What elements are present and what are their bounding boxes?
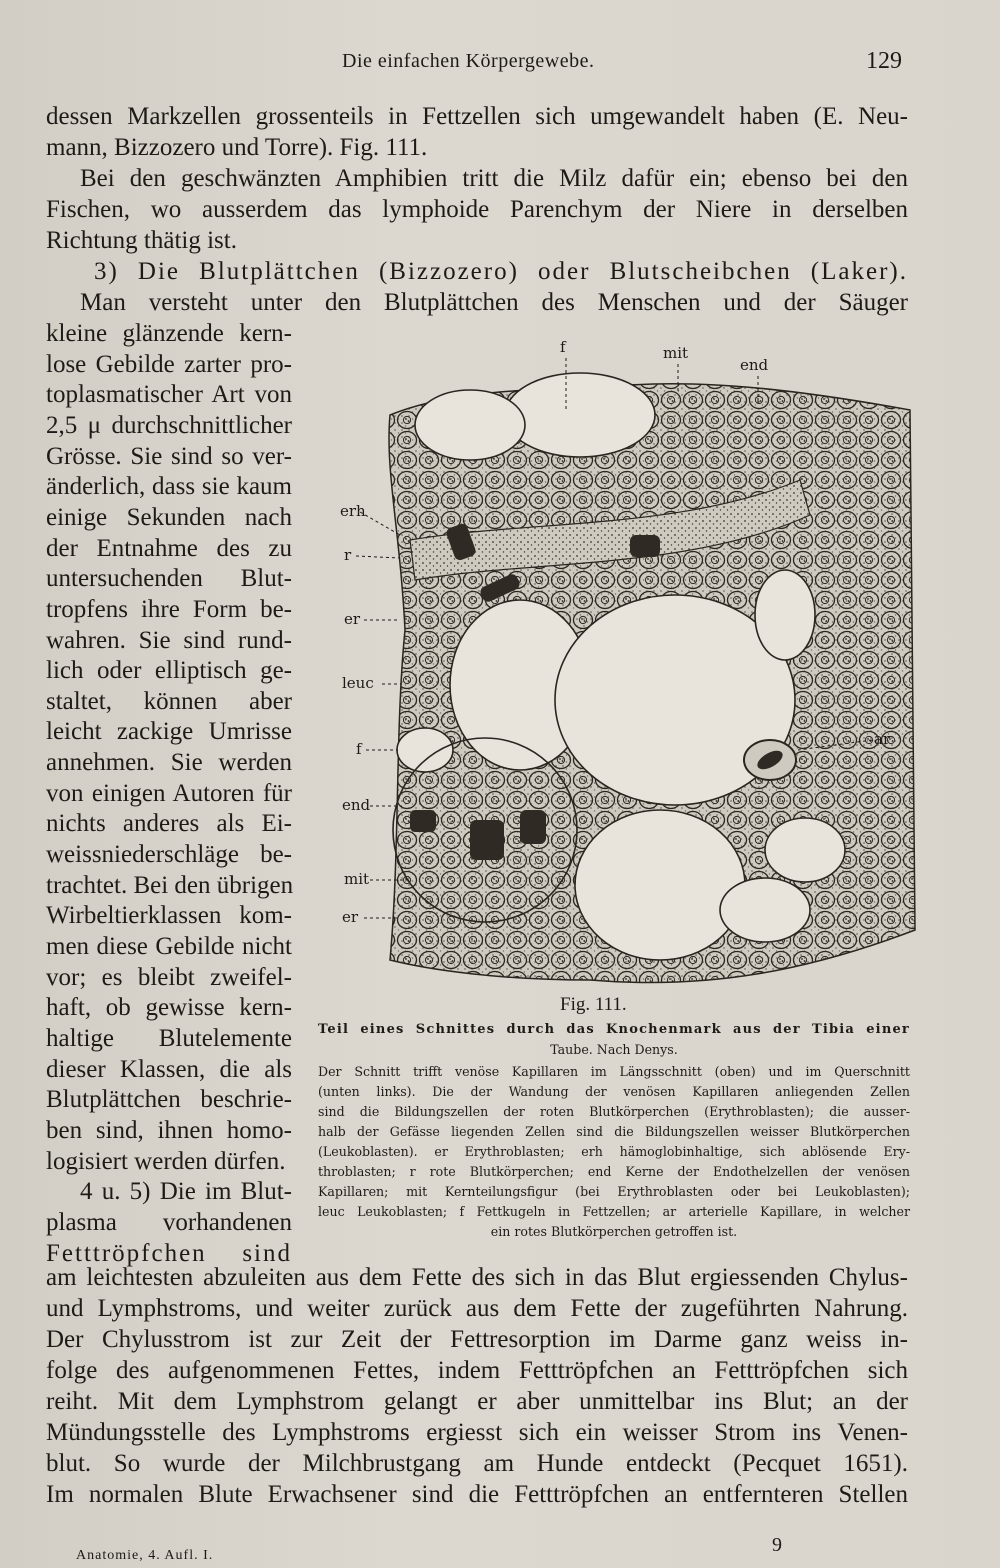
text-line: Im normalen Blute Erwachsener sind die Fetttröpfchen an entfernteren Stellen	[46, 1481, 908, 1508]
column-text-line: nichts anderes als Ei-	[46, 810, 292, 838]
column-text-line: logisiert werden dürfen.	[46, 1147, 286, 1175]
text-line: und Lymphstroms, und weiter zurück aus dem Fette der zugeführten Nahrung.	[46, 1295, 908, 1322]
column-text-line: Grösse. Sie sind so ver-	[46, 442, 292, 470]
column-text-line: änderlich, dass sie kaum	[46, 473, 292, 501]
column-text-line: trachtet. Bei den übrigen	[46, 871, 294, 899]
text-line: Bei den geschwänzten Amphibien tritt die Milz dafür ein; ebenso bei den	[80, 165, 908, 192]
column-text-line: weissniederschläge be-	[46, 841, 292, 869]
label-f-left: f	[356, 740, 362, 758]
column-text-line: untersuchenden Blut-	[46, 565, 292, 593]
column-text-line: von einigen Autoren für	[46, 779, 292, 807]
column-text-line: annehmen. Sie werden	[46, 749, 292, 777]
column-text-line: der Entnahme des zu	[46, 534, 292, 562]
caption-line: (Leukoblasten). er Erythroblasten; erh hämoglobinhaltige, sich ablösende Ery-	[318, 1144, 910, 1159]
bone-marrow-figure	[330, 330, 920, 992]
label-er-2: er	[342, 908, 359, 926]
column-text-line: vor; es bleibt zweifel-	[46, 963, 292, 991]
column-text-line: Fetttröpfchen sind	[46, 1239, 292, 1267]
page-number: 129	[866, 48, 902, 74]
text-line: folge des aufgenommenen Fettes, indem Fetttröpfchen an Fetttröpfchen sich	[46, 1357, 908, 1384]
running-header: Die einfachen Körpergewebe.	[342, 50, 595, 72]
column-text-line: lich oder elliptisch ge-	[46, 657, 292, 685]
text-line: Fischen, wo ausserdem das lymphoide Parenchym der Niere in derselben	[46, 196, 908, 223]
text-line: am leichtesten abzuleiten aus dem Fette des sich in das Blut ergiessenden Chylus-	[46, 1264, 908, 1291]
column-text-line: leicht zackige Umrisse	[46, 718, 292, 746]
label-erh: erh	[340, 502, 366, 520]
text-line: mann, Bizzozero und Torre). Fig. 111.	[46, 134, 428, 161]
figure-number: Fig. 111.	[560, 994, 627, 1015]
column-text-line: men diese Gebilde nicht	[46, 933, 292, 960]
label-er-1: er	[344, 610, 361, 628]
column-text-line: haltige Blutelemente	[46, 1024, 292, 1052]
column-text-line: haft, ob gewisse kern-	[46, 994, 292, 1022]
column-text-line: einige Sekunden nach	[46, 503, 292, 531]
text-line: Mündungsstelle des Lymphstroms ergiesst sich ein weisser Strom ins Venen-	[46, 1419, 908, 1446]
caption-line: Taube. Nach Denys.	[550, 1042, 678, 1057]
caption-line: Teil eines Schnittes durch das Knochenmark aus der Tibia einer	[318, 1022, 910, 1037]
label-r: r	[344, 546, 352, 564]
text-line: dessen Markzellen grossenteils in Fettzellen sich umgewandelt haben (E. Neu-	[46, 103, 908, 130]
column-text-line: toplasmatischer Art von	[46, 381, 292, 409]
column-text-line: tropfens ihre Form be-	[46, 595, 292, 623]
label-mit-top: mit	[663, 344, 689, 362]
text-line: Man versteht unter den Blutplättchen des Menschen und der Säuger	[80, 289, 908, 316]
text-line: Richtung thätig ist.	[46, 227, 237, 254]
caption-line: halb der Gefässe liegenden Zellen sind die Bildungszellen weisser Blutkörperchen	[318, 1124, 910, 1139]
footer-sheet-number: 9	[772, 1534, 782, 1556]
caption-line: Der Schnitt trifft venöse Kapillaren im Längsschnitt (oben) und im Querschnitt	[318, 1064, 910, 1079]
label-leuc: leuc	[342, 674, 374, 692]
section-heading: 3) Die Blutplättchen (Bizzozero) oder Blutscheibchen (Laker).	[94, 258, 908, 285]
label-end-top: end	[740, 356, 769, 374]
caption-line: Kapillaren; mit Kernteilungsfigur (bei Erythroblasten oder bei Leukoblasten);	[318, 1184, 910, 1199]
label-mit-left: mit	[344, 870, 370, 888]
column-text-line: 2,5 μ durchschnittlicher	[46, 411, 292, 439]
caption-line: throblasten; r rote Blutkörperchen; end Kerne der Endothelzellen der venösen	[318, 1164, 910, 1179]
column-text-line: Wirbeltierklassen kom-	[46, 902, 292, 930]
text-line: reiht. Mit dem Lymphstrom gelangt er aber unmittelbar ins Blut; an der	[46, 1388, 908, 1415]
caption-line: leuc Leukoblasten; f Fettkugeln in Fettzellen; ar arterielle Kapillare, in welcher	[318, 1204, 910, 1219]
caption-line: ein rotes Blutkörperchen getroffen ist.	[490, 1224, 738, 1239]
footer-signature: Anatomie, 4. Aufl. I.	[76, 1548, 214, 1563]
label-f-top: f	[560, 338, 566, 356]
column-text-line: 4 u. 5) Die im Blut-	[80, 1178, 292, 1206]
caption-line: sind die Bildungszellen der roten Blutkörperchen (Erythroblasten); die ausser-	[318, 1104, 910, 1119]
column-text-line: plasma vorhandenen	[46, 1208, 292, 1236]
label-ar: ar	[874, 730, 891, 748]
column-text-line: dieser Klassen, die als	[46, 1055, 292, 1083]
column-text-line: staltet, können aber	[46, 687, 292, 715]
label-end-left: end	[342, 796, 371, 814]
column-text-line: Blutplättchen beschrie-	[46, 1086, 292, 1114]
column-text-line: lose Gebilde zarter pro-	[46, 350, 292, 378]
column-text-line: ben sind, ihnen homo-	[46, 1116, 292, 1144]
column-text-line: wahren. Sie sind rund-	[46, 626, 292, 654]
text-line: blut. So wurde der Milchbrustgang am Hunde entdeckt (Pecquet 1651).	[46, 1450, 908, 1477]
text-line: Der Chylusstrom ist zur Zeit der Fettresorption im Darme ganz weiss in-	[46, 1326, 908, 1353]
caption-line: (unten links). Die der Wandung der venösen Kapillaren anliegenden Zellen	[318, 1084, 910, 1099]
column-text-line: kleine glänzende kern-	[46, 320, 292, 347]
